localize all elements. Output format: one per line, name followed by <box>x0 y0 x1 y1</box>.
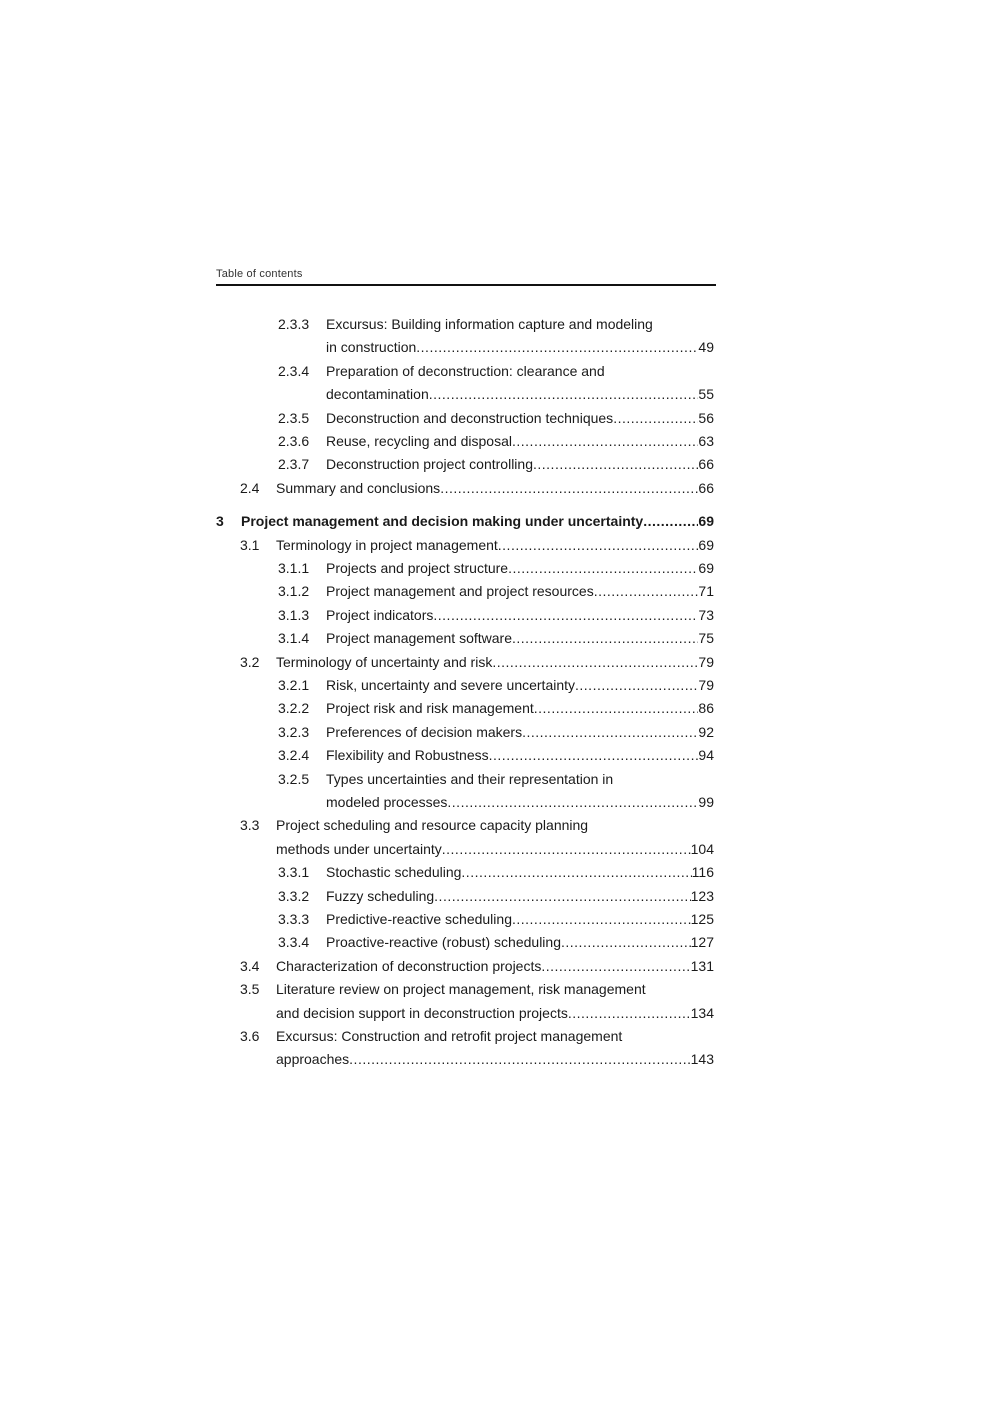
toc-entry-number: 3.3.4 <box>278 934 310 951</box>
toc-entry-title: Flexibility and Robustness <box>326 747 489 764</box>
toc-entry-number: 3.1.2 <box>278 583 310 600</box>
toc-entry-number: 3.2.4 <box>278 747 310 764</box>
toc-entry-number: 3.1.3 <box>278 606 310 623</box>
toc-entry-number: 3.3.1 <box>278 864 310 881</box>
dot-leader <box>522 721 698 743</box>
toc-entry-number: 2.3.5 <box>278 409 310 426</box>
toc-entry-title: Deconstruction and deconstruction techniques <box>326 409 614 426</box>
dot-leader <box>416 336 698 358</box>
toc-entry-number: 3.2.3 <box>278 723 310 740</box>
toc-page-number: 125 <box>690 911 714 927</box>
toc-entry-title: Excursus: Building information capture and modeling <box>326 316 653 332</box>
toc-page-number: 86 <box>698 700 714 717</box>
toc-page-number: 131 <box>690 957 714 974</box>
dot-leader <box>429 383 699 405</box>
dot-leader <box>434 885 690 907</box>
toc-entry-number: 3.5 <box>240 981 260 998</box>
toc-page-number: 116 <box>691 864 714 881</box>
toc-page-number: 63 <box>698 433 714 449</box>
toc-entry-title: Project management software <box>326 630 512 647</box>
toc-page-number: 99 <box>698 794 714 810</box>
toc-entry-number: 3.6 <box>240 1028 260 1044</box>
dot-leader <box>512 908 691 930</box>
toc-entry-title: Project indicators <box>326 606 434 623</box>
toc-entry-title: Types uncertainties and their representation in <box>326 770 614 787</box>
dot-leader <box>442 838 691 860</box>
toc-entry-title: Projects and project structure <box>326 560 509 576</box>
dot-leader <box>568 1002 691 1024</box>
toc-entry-number: 3.3 <box>240 817 260 834</box>
dot-leader <box>492 651 698 673</box>
dot-leader <box>534 697 699 719</box>
toc-page-number: 71 <box>698 583 714 600</box>
toc-entry-title: Project scheduling and resource capacity planning <box>276 817 589 834</box>
dot-leader <box>512 430 698 452</box>
toc-page-number: 66 <box>698 456 714 473</box>
toc-entry-title: in construction <box>326 339 417 356</box>
toc-entry-title: Preferences of decision makers <box>326 723 523 740</box>
toc-entry-number: 2.3.4 <box>278 362 310 379</box>
toc-page-number: 73 <box>698 606 714 623</box>
header-rule <box>216 284 716 286</box>
toc-entry-title: Terminology of uncertainty and risk <box>276 653 493 670</box>
dot-leader <box>498 534 699 556</box>
toc-entry-title: Stochastic scheduling <box>326 864 462 881</box>
toc-entry-number: 3.1 <box>240 536 260 553</box>
toc-entry-title: and decision support in deconstruction projects <box>276 1004 568 1021</box>
toc-entry-number: 3.2.2 <box>278 700 310 717</box>
dot-leader <box>533 453 698 475</box>
toc-page-number: 94 <box>698 747 714 764</box>
dot-leader <box>575 674 698 696</box>
dot-leader <box>440 477 698 499</box>
dot-leader <box>447 791 698 813</box>
toc-entry-number: 2.4 <box>240 479 260 496</box>
running-header: Table of contents <box>216 268 303 280</box>
toc-entry-title: Fuzzy scheduling <box>326 887 435 904</box>
toc-page-number: 75 <box>698 630 714 647</box>
toc-entry-number: 3 <box>216 513 224 530</box>
toc-entry-number: 3.4 <box>240 957 260 974</box>
toc-entry-number: 3.2.5 <box>278 770 310 787</box>
toc-entry-number: 3.1.4 <box>278 630 310 647</box>
toc-entry-number: 3.2.1 <box>278 677 310 693</box>
toc-page-number: 104 <box>690 840 714 857</box>
toc-page <box>216 268 716 286</box>
toc-entry-title: Project risk and risk management <box>326 700 534 717</box>
dot-leader <box>433 604 698 626</box>
toc-page-number: 69 <box>698 560 714 576</box>
toc-entry-number: 3.3.2 <box>278 887 310 904</box>
toc-page-number: 79 <box>698 677 714 693</box>
toc-page-number: 55 <box>698 386 714 403</box>
toc-entry-title: Excursus: Construction and retrofit project management <box>276 1028 623 1044</box>
toc-page-number: 123 <box>690 887 714 904</box>
dot-leader <box>461 861 691 883</box>
dot-leader <box>541 955 690 977</box>
toc-entry-title: Reuse, recycling and disposal <box>326 433 512 449</box>
toc-entry-title: Preparation of deconstruction: clearance and <box>326 362 605 379</box>
toc-entry-title: Deconstruction project controlling <box>326 456 533 473</box>
toc-page-number: 134 <box>690 1004 714 1021</box>
toc-page-number: 69 <box>698 536 714 553</box>
toc-entry-title: Characterization of deconstruction projects <box>276 957 542 974</box>
toc-entry-title: approaches <box>276 1051 350 1068</box>
toc-entry-title: modeled processes <box>326 794 448 810</box>
toc-page-number: 143 <box>690 1051 714 1068</box>
toc-entry-title: decontamination <box>326 386 429 403</box>
toc-page-number: 127 <box>690 934 714 951</box>
toc-entry-title: Proactive-reactive (robust) scheduling <box>326 934 561 951</box>
dot-leader <box>561 931 691 953</box>
toc-entry-number: 2.3.7 <box>278 456 310 473</box>
toc-entry-number: 3.3.3 <box>278 911 310 927</box>
dot-leader <box>613 407 698 429</box>
dot-leader <box>508 557 698 579</box>
toc-entry-number: 2.3.6 <box>278 433 310 449</box>
toc-entry-number: 3.2 <box>240 653 260 670</box>
toc-page-number: 79 <box>698 653 714 670</box>
toc-entry-number: 3.1.1 <box>278 560 310 576</box>
toc-entry-title: Project management and decision making under uncertainty <box>241 513 644 530</box>
toc-page-number: 56 <box>698 409 714 426</box>
toc-entry-title: methods under uncertainty <box>276 840 442 857</box>
dot-leader <box>349 1048 690 1070</box>
toc-page-number: 66 <box>698 479 714 496</box>
toc-page-number: 92 <box>698 723 714 740</box>
toc-entry-title: Summary and conclusions <box>276 479 441 496</box>
toc-page-number: 69 <box>698 513 714 530</box>
toc-entry-title: Risk, uncertainty and severe uncertainty <box>326 677 576 693</box>
dot-leader <box>512 627 698 649</box>
toc-entry-title: Literature review on project management, risk management <box>276 981 646 998</box>
dot-leader <box>489 744 699 766</box>
toc-entry-title: Terminology in project management <box>276 536 498 553</box>
toc-entry-title: Project management and project resources <box>326 583 594 600</box>
dot-leader <box>594 580 699 602</box>
dot-leader <box>643 510 698 532</box>
toc-entry-title: Predictive-reactive scheduling <box>326 911 512 927</box>
toc-page-number: 49 <box>698 339 714 356</box>
toc-entry-number: 2.3.3 <box>278 316 310 332</box>
